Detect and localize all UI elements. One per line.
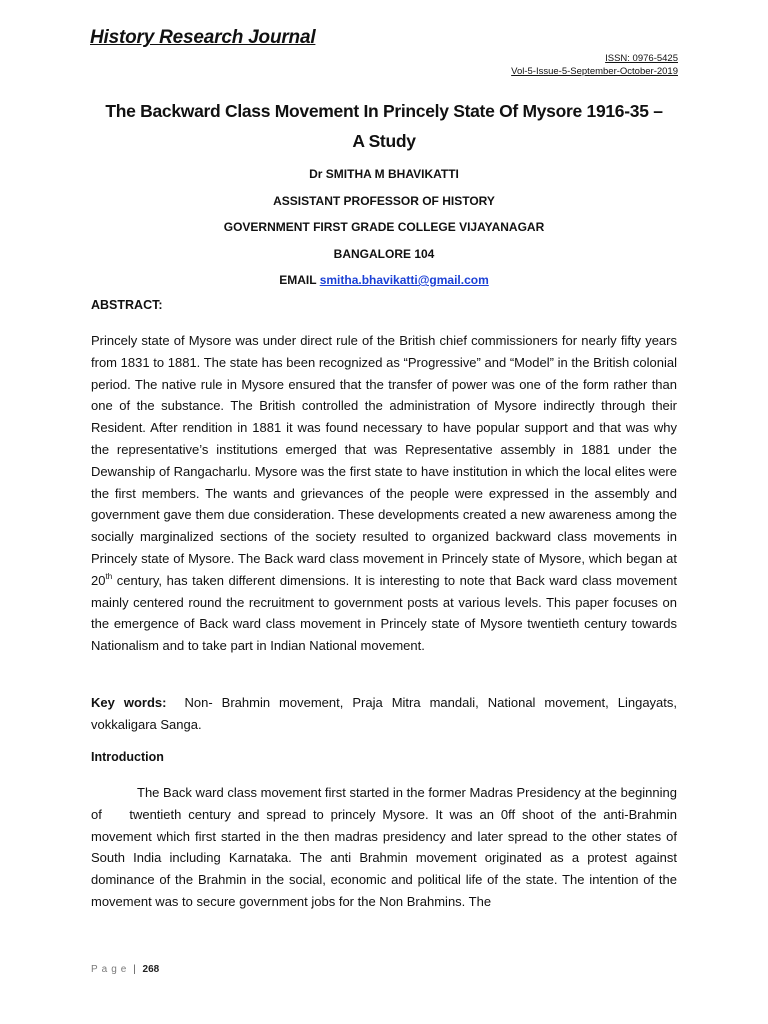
author-city: BANGALORE 104 [333,246,435,261]
page-number: 268 [142,964,160,975]
issn: ISSN: 0976-5425 [605,53,678,64]
author-name: Dr SMITHA M BHAVIKATTI [309,167,459,181]
paper-title [80,96,688,156]
issn-block [511,52,678,78]
volume-info: Vol-5-Issue-5-September-October-2019 [511,66,678,77]
email-label: EMAIL [279,273,320,287]
keywords-label: Key words: [91,695,167,710]
introduction-heading: Introduction [91,750,164,764]
paper-title-line-1: The Backward Class Movement In Princely State Of Mysore 1916-35 – [105,101,663,121]
email-link[interactable]: smitha.bhavikatti@gmail.com [319,273,489,287]
abstract-text-part-2: century, has taken different dimensions. It is interesting to note that Back ward class movement mainly centered round the recruitment to government posts at various levels. This paper focuses on the emergence of Back ward class movement in Princely state of Mysore twentieth century towards Nationalism and to take part in Indian National movement. [91,572,677,654]
author-block [80,166,688,299]
page-word: Page [91,964,131,975]
page-separator: | [133,964,136,975]
paper-title-line-2: A Study [352,131,416,151]
author-designation: ASSISTANT PROFESSOR OF HISTORY [273,193,495,208]
page-footer [91,964,159,975]
abstract-superscript: th [105,571,113,581]
author-email [80,272,688,299]
author-institution: GOVERNMENT FIRST GRADE COLLEGE VIJAYANAGAR [223,220,545,234]
introduction-text: The Back ward class movement first started in the former Madras Presidency at the beginning of twentieth century and spread to princely Mysore. It was an 0ff shoot of the anti-Brahmin movement which first started in the then madras presidency and later spread to the other states of South India including Karnataka. The anti Brahmin movement originated as a protest against dominance of the Brahmin in the social, economic and political life of the state. The intention of the movement was to secure government jobs for the Non Brahmins. The [91,785,681,909]
keywords [91,692,681,736]
abstract-text-part-1: Princely state of Mysore was under direct rule of the British chief commissioners for nearly fifty years from 1831 to 1881. The state has been recognized as “Progressive” and “Model” in the British colonial period. The native rule in Mysore ensured that the transfer of power was one of the form rather than one of the substance. The British controlled the administration of Mysore indirectly through their Resident. After rendition in 1881 it was found necessary to have popular support and that was why the representative’s institutions emerged that was Representative assembly in 1881 under the Dewanship of Rangacharlu. Mysore was the first state to have institution in which the local elites were the first members. The wants and grievances of the people were expressed in the assembly and government gave them due consideration. These developments created a new awareness among the socially marginalized sections of the society resulted to organized backward class movements in Princely state of Mysore. The Back ward class movement in Princely state of Mysore, which began at 20 [91,333,677,588]
keywords-text: Non- Brahmin movement, Praja Mitra mandali, National movement, Lingayats, vokkaligara Sanga. [91,695,681,732]
journal-title: History Research Journal [90,27,316,48]
abstract-text [91,330,677,657]
abstract-heading: ABSTRACT: [91,298,163,312]
